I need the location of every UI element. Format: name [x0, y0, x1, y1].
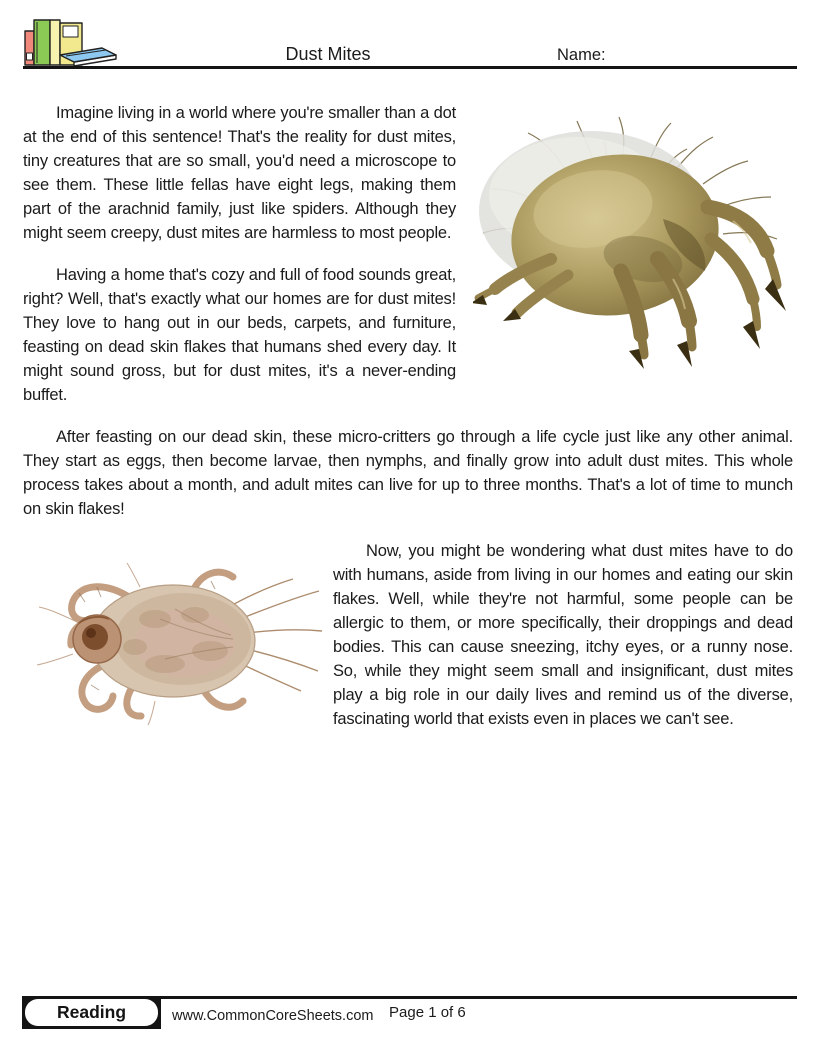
website-url: www.CommonCoreSheets.com [172, 1008, 374, 1024]
dust-mite-microscope-image [23, 539, 333, 739]
category-badge [22, 996, 161, 1029]
dust-mite-3d-image [462, 101, 793, 378]
paragraph-4: Now, you might be wondering what dust mites have to do with humans, aside from living in our homes and eating our skin flakes. Well, while they're not harmful, some people can be allergic to them, or more specifically, their droppings and dead bodies. This can cause sneezing, itchy eyes, or a runny nose. So, while they might seem small and insignificant, dust mites play a big role in our daily lives and remind us of the diverse, fascinating world that exists even in places we can't see. [333, 542, 793, 728]
name-label: Name: [557, 46, 606, 64]
paragraph-2: Having a home that's cozy and full of food sounds great, right? Well, that's exactly what our homes are for dust mites! They love to hang out in our beds, carpets, and furniture, feasting on dead skin flakes that humans shed every day. It might sound gross, but for dust mites, it's a never-ending buffet. [23, 266, 456, 404]
books-icon [20, 13, 120, 72]
paragraph-3: After feasting on our dead skin, these micro-critters go through a life cycle just like any other animal. They start as eggs, then become larvae, then nymphs, and finally grow into adult dust mites. This whole process takes about a month, and adult mites can live for up to three months. That's a lot of time to munch on skin flakes! [23, 428, 793, 518]
header-rule [23, 66, 797, 69]
reading-passage [23, 101, 793, 749]
footer-rule [161, 996, 797, 999]
page-title: Dust Mites [285, 44, 371, 64]
paragraph-1: Imagine living in a world where you're smaller than a dot at the end of this sentence! That's the reality for dust mites, tiny creatures that are so small, you'd need a microscope to see them. These little fellas have eight legs, making them part of the arachnid family, just like spiders. Although they might seem creepy, dust mites are harmless to most people. [23, 104, 456, 242]
page-number: Page 1 of 6 [389, 1004, 466, 1021]
category-badge-label: Reading [25, 999, 158, 1026]
